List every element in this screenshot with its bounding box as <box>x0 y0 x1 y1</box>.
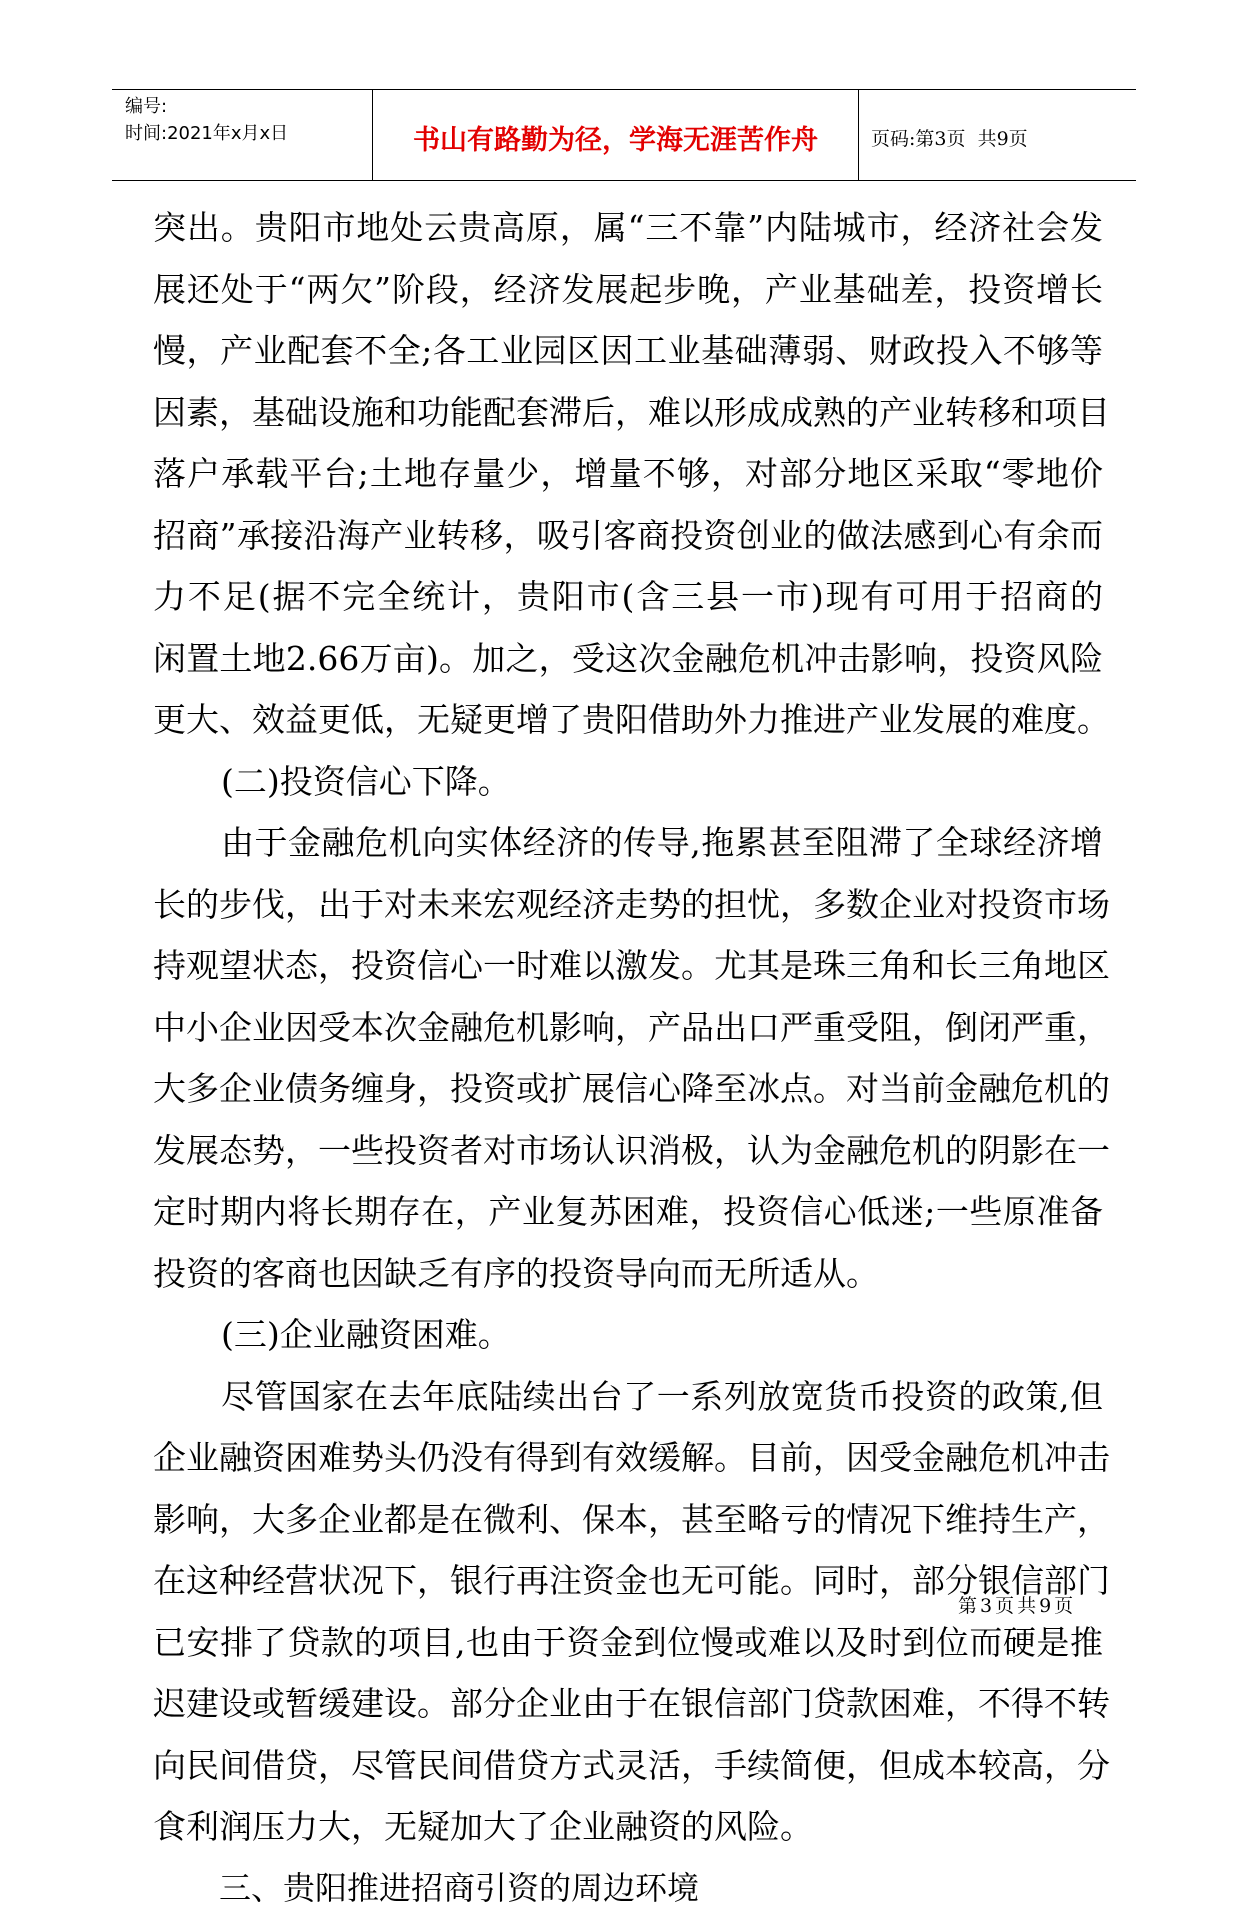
body-line: 更大、效益更低，无疑更增了贵阳借助外力推进产业发展的难度。 <box>153 689 1103 751</box>
body-line: 投资的客商也因缺乏有序的投资导向而无所适从。 <box>153 1243 1103 1305</box>
body-line: 大多企业债务缠身，投资或扩展信心降至冰点。对当前金融危机的 <box>153 1058 1103 1120</box>
body-line: 企业融资困难势头仍没有得到有效缓解。目前，因受金融危机冲击 <box>153 1427 1103 1489</box>
document-header <box>112 89 1136 181</box>
body-line: 影响，大多企业都是在微利、保本，甚至略亏的情况下维持生产， <box>153 1489 1103 1551</box>
body-line: 由于金融危机向实体经济的传导,拖累甚至阻滞了全球经济增 <box>153 812 1103 874</box>
header-page-info <box>859 90 1136 180</box>
subsection-heading: (二)投资信心下降。 <box>153 751 1103 813</box>
body-line: 闲置土地2.66万亩)。加之，受这次金融危机冲击影响，投资风险 <box>153 628 1103 690</box>
header-motto: 书山有路勤为径，学海无涯苦作舟 <box>373 90 859 180</box>
body-line: 长的步伐，出于对未来宏观经济走势的担忧，多数企业对投资市场 <box>153 874 1103 936</box>
body-line: 因素，基础设施和功能配套滞后，难以形成成熟的产业转移和项目 <box>153 382 1103 444</box>
page-info-text: 页码:第3页 共9页 <box>871 124 1028 151</box>
section-heading: 三、贵阳推进招商引资的周边环境 <box>153 1858 1103 1919</box>
body-line: 持观望状态，投资信心一时难以激发。尤其是珠三角和长三角地区 <box>153 935 1103 997</box>
body-line: 慢，产业配套不全;各工业园区因工业基础薄弱、财政投入不够等 <box>153 320 1103 382</box>
body-line: 招商”承接沿海产业转移，吸引客商投资创业的做法感到心有余而 <box>153 505 1103 567</box>
body-line: 向民间借贷，尽管民间借贷方式灵活，手续简便，但成本较高，分 <box>153 1735 1103 1797</box>
number-label: 编号: <box>125 93 372 120</box>
body-line: 在这种经营状况下，银行再注资金也无可能。同时，部分银信部门 <box>153 1550 1103 1612</box>
body-line: 发展态势，一些投资者对市场认识消极，认为金融危机的阴影在一 <box>153 1120 1103 1182</box>
body-line: 展还处于“两欠”阶段，经济发展起步晚，产业基础差，投资增长 <box>153 259 1103 321</box>
body-line: 中小企业因受本次金融危机影响，产品出口严重受阻，倒闭严重， <box>153 997 1103 1059</box>
header-meta <box>112 90 373 180</box>
body-line: 食利润压力大，无疑加大了企业融资的风险。 <box>153 1796 1103 1858</box>
body-line: 迟建设或暂缓建设。部分企业由于在银信部门贷款困难，不得不转 <box>153 1673 1103 1735</box>
page-footer: 第3页共9页 <box>958 1591 1076 1618</box>
body-line: 尽管国家在去年底陆续出台了一系列放宽货币投资的政策,但 <box>153 1366 1103 1428</box>
body-line: 已安排了贷款的项目,也由于资金到位慢或难以及时到位而硬是推 <box>153 1612 1103 1674</box>
time-label: 时间:2021年x月x日 <box>125 120 372 147</box>
body-line: 力不足(据不完全统计，贵阳市(含三县一市)现有可用于招商的 <box>153 566 1103 628</box>
body-line: 落户承载平台;土地存量少，增量不够，对部分地区采取“零地价 <box>153 443 1103 505</box>
document-body <box>153 197 1103 1919</box>
subsection-heading: (三)企业融资困难。 <box>153 1304 1103 1366</box>
body-line: 定时期内将长期存在，产业复苏困难，投资信心低迷;一些原准备 <box>153 1181 1103 1243</box>
body-line: 突出。贵阳市地处云贵高原，属“三不靠”内陆城市，经济社会发 <box>153 197 1103 259</box>
